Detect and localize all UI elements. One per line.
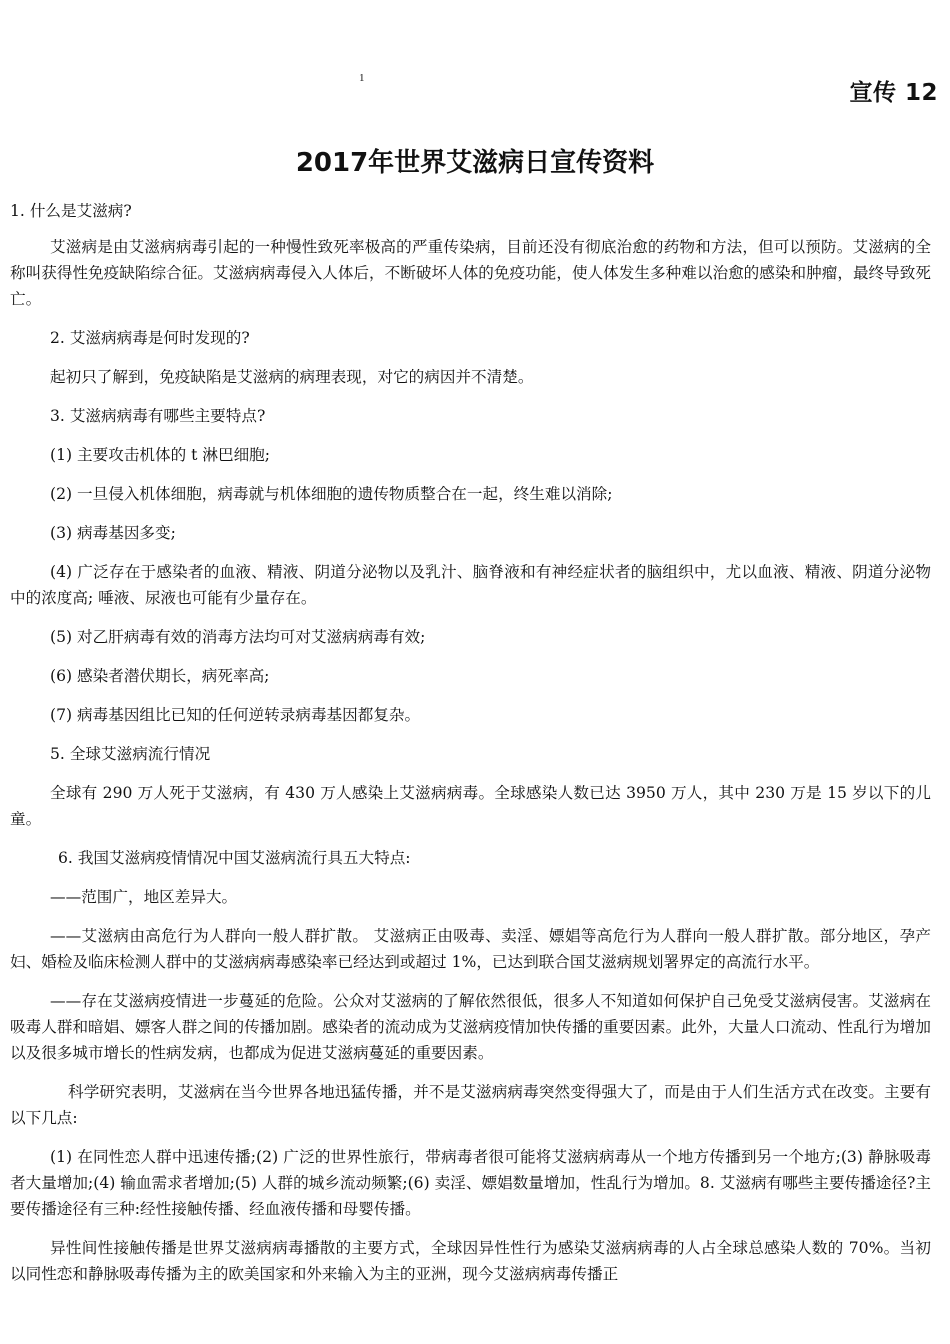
- body-paragraph: (1) 在同性恋人群中迅速传播;(2) 广泛的世界性旅行，带病毒者很可能将艾滋病病毒从一个地方传播到另一个地方;(3) 静脉吸毒者大量增加;(4) 输血需求者增加;(5) 人群的城乡流动频繁;(6) 卖淫、嫖娼数量增加，性乱行为增加。8. 艾滋病有哪些主要传播途径?主要传播途径有三种:经性接触传播、经血液传播和母婴传播。: [10, 1148, 931, 1218]
- question-heading: 3. 艾滋病病毒有哪些主要特点?: [50, 407, 266, 425]
- question-heading: 5. 全球艾滋病流行情况: [50, 745, 211, 763]
- body-paragraph: 异性间性接触传播是世界艾滋病病毒播散的主要方式，全球因异性性行为感染艾滋病病毒的人占全球总感染人数的 70%。当初以同性恋和静脉吸毒传播为主的欧美国家和外来输入为主的亚洲，现今艾滋病病毒传播正: [10, 1239, 931, 1283]
- list-item: (1) 主要攻击机体的 t 淋巴细胞;: [50, 446, 271, 464]
- list-item: (7) 病毒基因组比已知的任何逆转录病毒基因都复杂。: [50, 706, 421, 724]
- body-paragraph: 艾滋病是由艾滋病病毒引起的一种慢性致死率极高的严重传染病，目前还没有彻底治愈的药物和方法，但可以预防。艾滋病的全称叫获得性免疫缺陷综合征。艾滋病病毒侵入人体后，不断破坏人体的免疫功能，使人体发生多种难以治愈的感染和肿瘤，最终导致死亡。: [10, 238, 931, 308]
- question-heading: 2. 艾滋病病毒是何时发现的?: [50, 329, 250, 347]
- document-body: [10, 198, 931, 1300]
- document-title: 2017年世界艾滋病日宣传资料: [295, 148, 655, 178]
- list-item: (3) 病毒基因多变;: [50, 524, 176, 542]
- body-paragraph: 科学研究表明，艾滋病在当今世界各地迅猛传播，并不是艾滋病病毒突然变得强大了，而是由于人们生活方式在改变。主要有以下几点:: [10, 1083, 931, 1127]
- question-heading: 6. 我国艾滋病疫情情况中国艾滋病流行具五大特点:: [58, 849, 411, 867]
- body-paragraph: 全球有 290 万人死于艾滋病，有 430 万人感染上艾滋病病毒。全球感染人数已达 3950 万人，其中 230 万是 15 岁以下的儿童。: [10, 784, 931, 828]
- page-number: 1: [359, 72, 365, 84]
- document-tag: 宣传 12: [849, 80, 938, 106]
- list-item: (2) 一旦侵入机体细胞，病毒就与机体细胞的遗传物质整合在一起，终生难以消除;: [50, 485, 613, 503]
- list-item: (5) 对乙肝病毒有效的消毒方法均可对艾滋病病毒有效;: [50, 628, 426, 646]
- list-item: (6) 感染者潜伏期长，病死率高;: [50, 667, 270, 685]
- list-item: (4) 广泛存在于感染者的血液、精液、阴道分泌物以及乳汁、脑脊液和有神经症状者的脑组织中，尤以血液、精液、阴道分泌物中的浓度高; 唾液、尿液也可能有少量存在。: [10, 563, 931, 607]
- body-paragraph: ——范围广，地区差异大。: [50, 888, 238, 906]
- body-paragraph: ——艾滋病由高危行为人群向一般人群扩散。 艾滋病正由吸毒、卖淫、嫖娼等高危行为人群向一般人群扩散。部分地区，孕产妇、婚检及临床检测人群中的艾滋病病毒感染率已经达到或超过 1%，已达到联合国艾滋病规划署界定的高流行水平。: [10, 927, 931, 971]
- body-paragraph: 起初只了解到，免疫缺陷是艾滋病的病理表现，对它的病因并不清楚。: [50, 368, 534, 386]
- question-heading: 1. 什么是艾滋病?: [10, 202, 132, 220]
- body-paragraph: ——存在艾滋病疫情进一步蔓延的危险。公众对艾滋病的了解依然很低，很多人不知道如何保护自己免受艾滋病侵害。艾滋病在吸毒人群和暗娼、嫖客人群之间的传播加剧。感染者的流动成为艾滋病疫情加快传播的重要因素。此外，大量人口流动、性乱行为增加以及很多城市增长的性病发病，也都成为促进艾滋病蔓延的重要因素。: [10, 992, 931, 1062]
